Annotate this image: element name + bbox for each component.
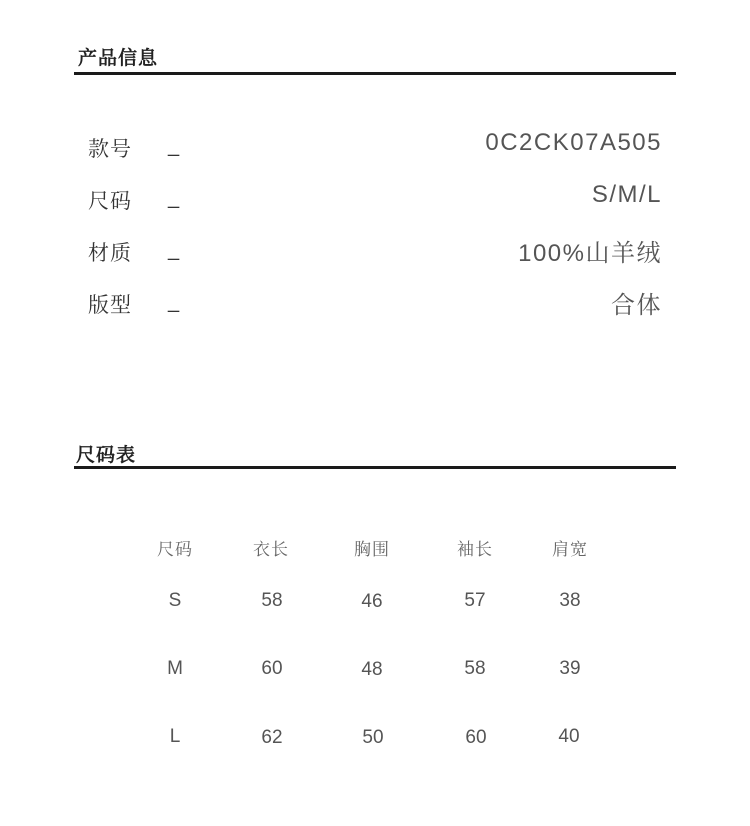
info-label: 尺码 (88, 190, 132, 213)
product-info-divider (74, 72, 676, 75)
size-table-header: 袖长 (457, 540, 493, 559)
table-cell: S (168, 590, 182, 611)
size-table-header: 胸围 (354, 540, 390, 559)
size-chart-divider (74, 466, 676, 469)
info-value: 合体 (611, 292, 662, 319)
info-value: 100%山羊绒 (518, 240, 662, 267)
table-cell: 38 (559, 590, 581, 611)
size-table-header: 肩宽 (552, 540, 588, 559)
info-separator: _ (168, 239, 180, 261)
product-info-title: 产品信息 (78, 48, 159, 69)
table-cell: 50 (362, 727, 384, 748)
info-separator: _ (168, 187, 180, 209)
size-table-header: 衣长 (253, 540, 289, 559)
info-value: S/M/L (591, 181, 662, 208)
info-row-material (0, 237, 750, 277)
info-row-fit (0, 289, 750, 329)
table-cell: 57 (464, 590, 486, 611)
info-label: 材质 (88, 242, 132, 265)
info-label: 款号 (88, 138, 132, 161)
table-cell: 48 (361, 659, 383, 680)
table-cell: M (167, 658, 183, 679)
table-cell: 40 (558, 726, 580, 747)
info-row-sizes (0, 181, 750, 225)
info-row-style-number (0, 129, 750, 173)
table-cell: 62 (261, 727, 283, 748)
table-cell: 60 (261, 658, 283, 679)
info-separator: _ (168, 291, 180, 313)
info-value: 0C2CK07A505 (485, 129, 662, 156)
size-table-header: 尺码 (157, 540, 193, 559)
size-chart-title: 尺码表 (76, 445, 137, 466)
table-cell: 60 (465, 727, 487, 748)
table-cell: 58 (464, 658, 486, 679)
info-label: 版型 (88, 294, 132, 317)
table-cell: 58 (261, 590, 283, 611)
table-cell: 39 (559, 658, 581, 679)
table-cell: L (169, 726, 181, 747)
table-cell: 46 (361, 591, 383, 612)
info-separator: _ (168, 135, 180, 157)
